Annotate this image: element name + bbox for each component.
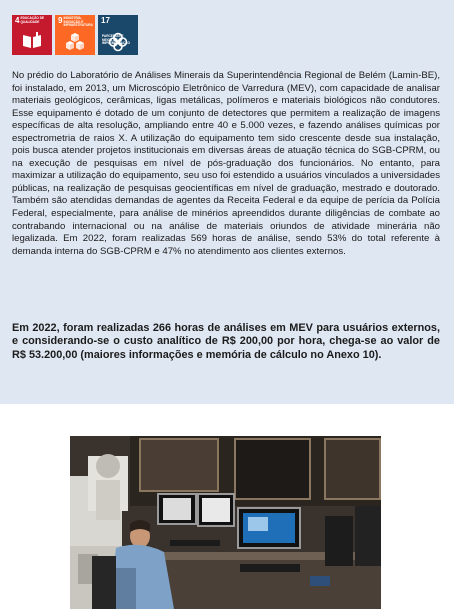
sdg-number: 9: [58, 16, 63, 25]
body-paragraph: No prédio do Laboratório de Análises Minerais da Superintendência Regional de Belém (Lamin-BE), foi instalado, em 2013, um Microscópio Eletrônico de Varredura (MEV), com capacidade de analisar materiais geológicos, cerâmicas, ligas metálicas, polímeros e materiais biológicos não condutores. Esse equipamento é dotado de um conjunto de detectores que permitem a realização de imagens específicas de alta resolução, ampliando entre 40 e 5.000 vezes, e fazendo análises químicas por espectrometria de raios X. A utilização do equipamento tem sido crescente desde sua instalação, pois busca atender projetos institucionais em diversas áreas de atuação técnica do SGB-CPRM, ou na execução de pesquisas em nível de pós-graduação dos funcionários. No entanto, para maximizar a utilização do equipamento, seu uso foi estendido a usuários vinculados a universidades públicas, na realização de pesquisas geocientíficas em nível de graduação, mestrado e doutorado. Também são atendidas demandas de agentes da Receita Federal e da equipe de perícia da Polícia Federal, especialmente, para análise de minérios apreendidos durante diligências de combate ao contrabando internacional ou na análise de materiais oriundos de atividade minerária não legalizada. Em 2022, foram realizadas 569 horas de análise, sendo 53% do total referente à demanda interna do SGB-CPRM e 47% no atendimento aos clientes externos.: [12, 70, 440, 257]
sdg-caption: PARCERIAS E MEIOS DE IMPLEMENTAÇÃO: [102, 34, 130, 46]
sdg-number: 4: [15, 16, 20, 25]
sdg-4-badge: [12, 15, 52, 55]
lab-photo: [70, 436, 381, 609]
sdg-caption: EDUCAÇÃO DE QUALIDADE: [20, 16, 45, 24]
interlocking-rings-icon: [108, 32, 128, 52]
sdg-caption: INDÚSTRIA, INOVAÇÃO E INFRAESTRUTURA: [63, 16, 93, 28]
sdg-number: 17: [101, 16, 110, 25]
open-book-icon: [22, 32, 42, 50]
lab-photo-illustration: [70, 436, 381, 609]
sdg-17-badge: [98, 15, 138, 55]
stacked-cubes-icon: [65, 32, 85, 51]
sdg-9-badge: [55, 15, 95, 55]
sdg-icons-row: [12, 15, 138, 55]
highlight-paragraph: Em 2022, foram realizadas 266 horas de análises em MEV para usuários externos, e considerando-se o custo analítico de R$ 200,00 por hora, chega-se ao valor de R$ 53.200,00 (maiores informações e memória de cálculo no Anexo 10).: [12, 322, 440, 361]
